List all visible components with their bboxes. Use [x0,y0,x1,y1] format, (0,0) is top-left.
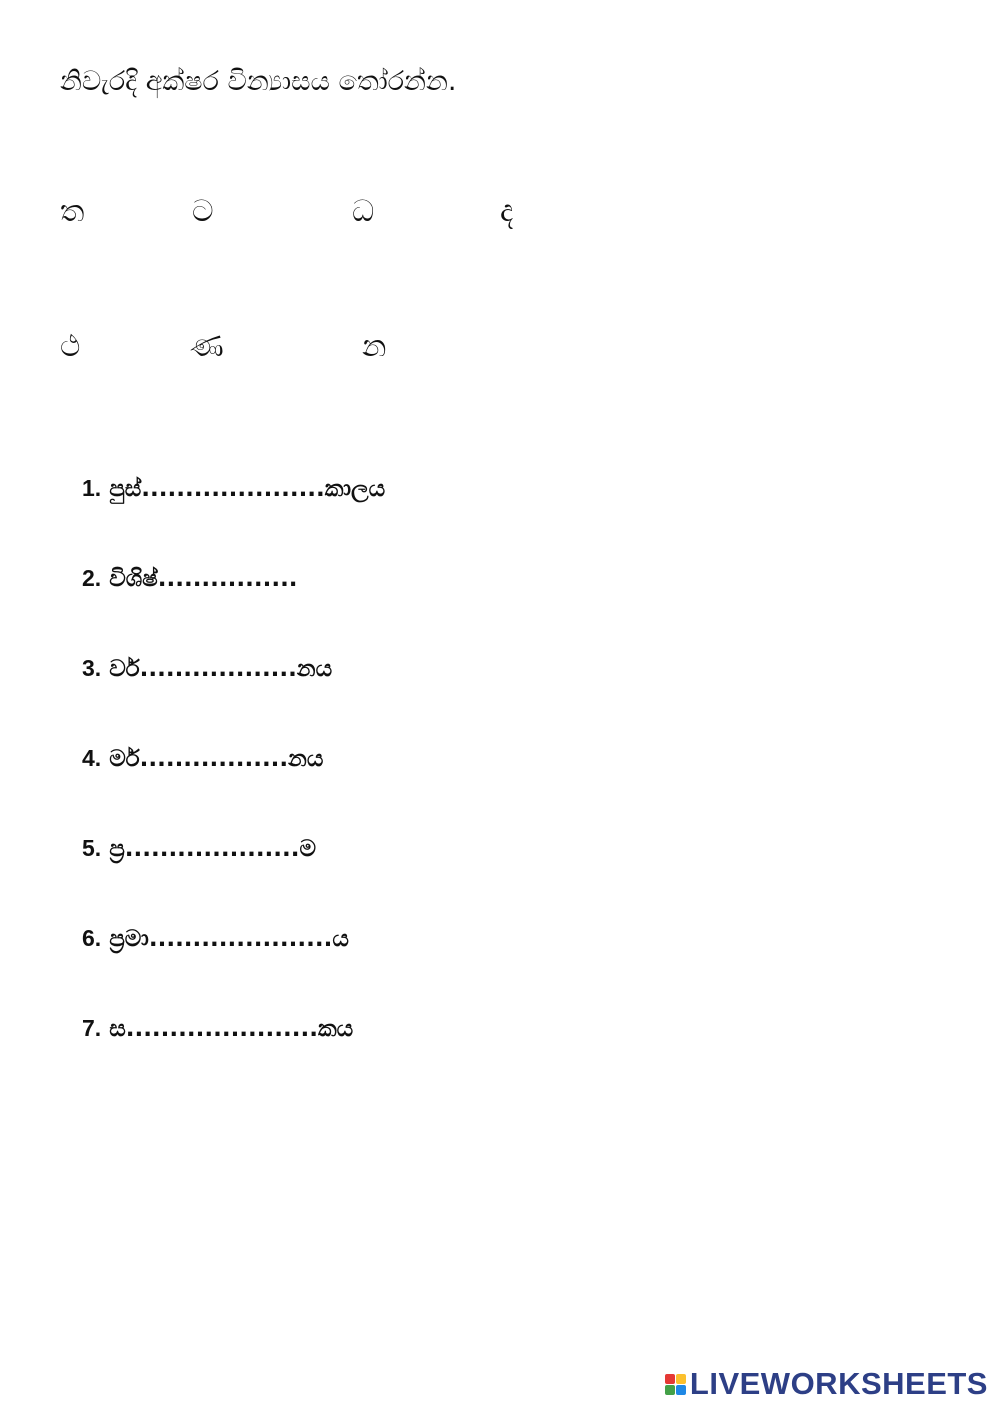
question-item [82,648,385,688]
letter-option: ණ [190,329,224,364]
question-item [82,828,385,868]
question-number: 7. [82,1015,102,1041]
letter-option: ට [192,194,214,229]
question-number: 5. [82,835,102,861]
logo-mark-square [676,1374,686,1384]
letter-option: න [362,329,387,364]
question-text: විශිෂ්................ [109,566,298,592]
logo-mark-square [676,1385,686,1395]
letter-option: ධ [352,194,375,229]
question-text: වර්..................නය [109,656,333,682]
question-number: 4. [82,745,102,771]
question-item [82,558,385,598]
logo-mark-square [665,1385,675,1395]
worksheet-instruction: නිවැරදි අක්ෂර වින්‍යාසය තෝරන්න. [60,66,457,97]
logo-mark-square [665,1374,675,1384]
question-number: 1. [82,475,102,501]
liveworksheets-mark-icon [665,1374,686,1395]
question-number: 3. [82,655,102,681]
liveworksheets-logo [665,1366,988,1402]
question-text: ප්‍ර....................ම [109,836,317,862]
question-text: ප්‍රමා.....................ය [109,926,349,952]
logo-text: LIVEWORKSHEETS [689,1366,988,1401]
question-item [82,1008,385,1048]
letter-option: ත [60,194,85,229]
letter-option: ද [500,194,514,229]
question-text: මර්.................නය [109,746,324,772]
letter-option: ථ [60,329,81,364]
question-number: 6. [82,925,102,951]
question-number: 2. [82,565,102,591]
question-item [82,468,385,508]
question-item [82,918,385,958]
question-text: පුස්.....................කාලය [109,476,386,502]
question-item [82,738,385,778]
question-list [82,468,385,1098]
question-text: ස......................කය [109,1016,354,1042]
